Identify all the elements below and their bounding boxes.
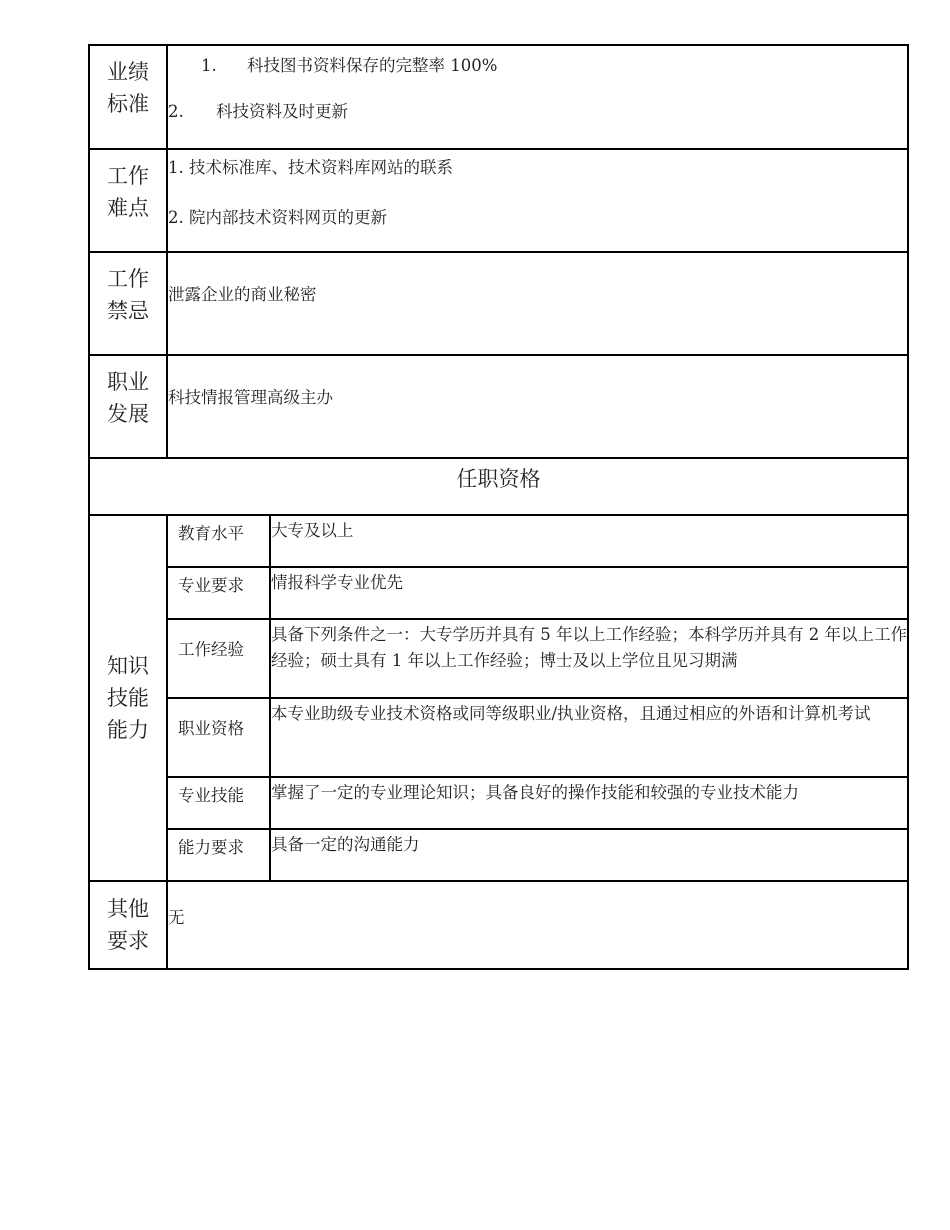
performance-item-2: 2. 科技资料及时更新: [168, 102, 348, 121]
qual-label: 教育水平: [167, 515, 270, 567]
qual-row-major: [89, 567, 908, 619]
qual-value: 具备一定的沟通能力: [270, 829, 908, 881]
qual-label: 专业技能: [167, 777, 270, 829]
career-row: [89, 355, 908, 458]
qualification-title: 任职资格: [89, 458, 908, 515]
other-row: [89, 881, 908, 969]
performance-content: [167, 45, 908, 149]
knowledge-skills-label: 知识 技能 能力: [89, 515, 167, 881]
qualification-title-row: [89, 458, 908, 515]
career-content: 科技情报管理高级主办: [167, 355, 908, 458]
difficulty-item-2: 2. 院内部技术资料网页的更新: [168, 208, 387, 227]
qual-label: 能力要求: [167, 829, 270, 881]
qual-label: 工作经验: [167, 619, 270, 698]
qual-value: 大专及以上: [270, 515, 908, 567]
qual-value: 具备下列条件之一：大专学历并具有 5 年以上工作经验；本科学历并具有 2 年以上工作经验；硕士具有 1 年以上工作经验；博士及以上学位且见习期满: [270, 619, 908, 698]
qual-label: 职业资格: [167, 698, 270, 777]
difficulty-label: 工作 难点: [89, 149, 167, 252]
job-description-table: [88, 44, 909, 970]
other-content: 无: [167, 881, 908, 969]
qual-value: 情报科学专业优先: [270, 567, 908, 619]
qual-row-experience: [89, 619, 908, 698]
qual-value: 本专业助级专业技术资格或同等级职业/执业资格，且通过相应的外语和计算机考试: [270, 698, 908, 777]
taboo-label: 工作 禁忌: [89, 252, 167, 355]
qual-row-ability: [89, 829, 908, 881]
difficulty-item-1: 1. 技术标准库、技术资料库网站的联系: [168, 158, 453, 177]
performance-label: 业绩 标准: [89, 45, 167, 149]
performance-item-1: 1. 科技图书资料保存的完整率 100%: [201, 56, 498, 75]
performance-row: [89, 45, 908, 149]
taboo-row: [89, 252, 908, 355]
qual-value: 掌握了一定的专业理论知识；具备良好的操作技能和较强的专业技术能力: [270, 777, 908, 829]
difficulty-row: [89, 149, 908, 252]
taboo-content: 泄露企业的商业秘密: [167, 252, 908, 355]
career-label: 职业 发展: [89, 355, 167, 458]
qual-row-skills: [89, 777, 908, 829]
qual-row-certification: [89, 698, 908, 777]
qual-row-education: [89, 515, 908, 567]
difficulty-content: [167, 149, 908, 252]
other-label: 其他 要求: [89, 881, 167, 969]
qual-label: 专业要求: [167, 567, 270, 619]
